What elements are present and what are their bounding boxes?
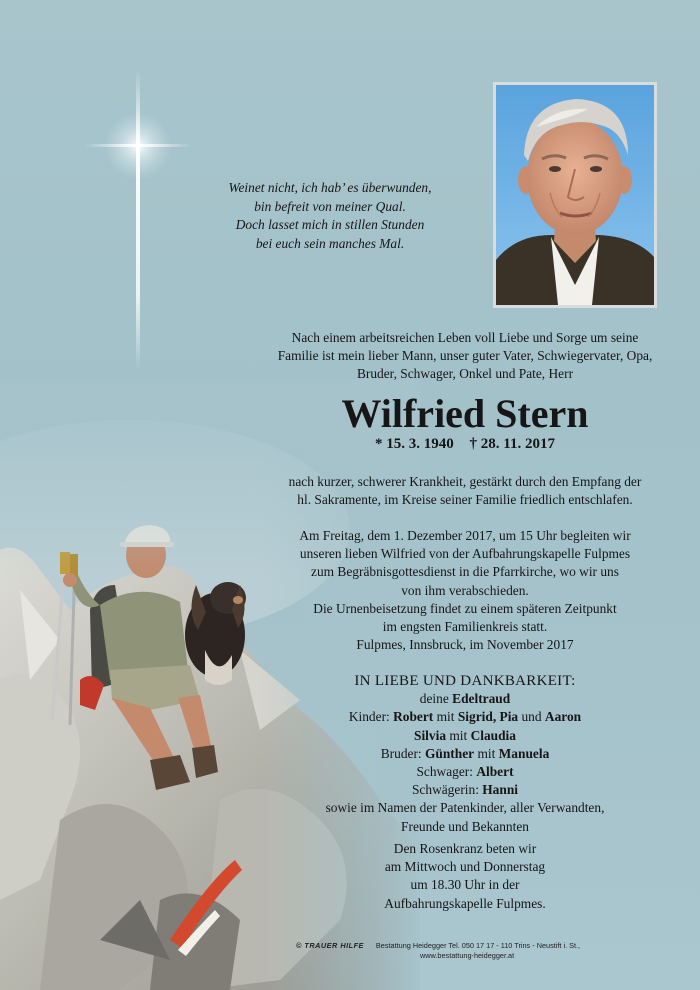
rosary-line: am Mittwoch und Donnerstag	[384, 859, 546, 875]
intro-line: Nach einem arbeitsreichen Leben voll Liebe und Sorge um seine	[291, 330, 639, 345]
rosary-line: Den Rosenkranz beten wir	[393, 841, 537, 856]
passing-line: hl. Sakramente, im Kreise seiner Familie friedlich entschlafen.	[297, 492, 633, 508]
poem-line: Doch lasset mich in stillen Stunden	[235, 217, 425, 232]
rosary-line: Aufbahrungskapelle Fulpmes.	[384, 895, 546, 911]
family-wife: deine Edeltraud	[419, 691, 511, 707]
family-brother: Bruder: Günther mit Manuela	[380, 745, 550, 761]
rosary-line: um 18.30 Uhr in der	[410, 877, 520, 893]
trauer-hilfe-logo: © TRAUER HILFE	[296, 941, 364, 950]
passing-line: nach kurzer, schwerer Krankheit, gestärkt durch den Empfang der	[288, 474, 642, 489]
poem-line: bin befreit von meiner Qual.	[254, 198, 406, 214]
intro-text	[250, 329, 680, 384]
footer	[296, 941, 696, 961]
funeral-line: unseren lieben Wilfried von der Aufbahrungskapelle Fulpmes	[299, 546, 631, 562]
family-heading: IN LIEBE UND DANKBARKEIT:	[354, 673, 576, 689]
footer-website[interactable]: www.bestattung-heidegger.at	[420, 951, 515, 960]
funeral-line: im engsten Familienkreis statt.	[382, 619, 548, 635]
funeral-line: Die Urnenbeisetzung findet zu einem späteren Zeitpunkt	[313, 600, 617, 616]
funeral-line: Am Freitag, dem 1. Dezember 2017, um 15 Uhr begleiten wir	[299, 528, 631, 543]
intro-line: Familie ist mein lieber Mann, unser guter Vater, Schwiegervater, Opa,	[277, 348, 653, 364]
intro-line: Bruder, Schwager, Onkel und Pate, Herr	[356, 366, 574, 382]
funeral-text	[250, 527, 680, 636]
footer-row	[296, 941, 696, 951]
deceased-name: Wilfried Stern	[341, 391, 589, 436]
place-date	[250, 636, 680, 654]
portrait-image	[496, 85, 654, 305]
family-children-2: Silvia mit Claudia	[414, 727, 516, 743]
family-brother-in-law: Schwager: Albert	[416, 764, 514, 780]
family-others-line: sowie im Namen der Patenkinder, aller Verwandten,	[325, 800, 605, 816]
birth-date: * 15. 3. 1940	[375, 436, 454, 452]
poem	[190, 179, 470, 253]
cross-icon	[80, 70, 200, 370]
funeral-line: zum Begräbnisgottesdienst in die Pfarrkirche, wo wir uns	[311, 564, 619, 580]
portrait-photo	[493, 82, 657, 308]
family-children: Kinder: Robert mit Sigrid, Pia und Aaron	[348, 709, 582, 725]
poem-line: bei euch sein manches Mal.	[255, 235, 405, 251]
death-date: † 28. 11. 2017	[469, 436, 555, 452]
passing-text	[250, 473, 680, 509]
footer-contact: Bestattung Heidegger Tel. 050 17 17 - 110 Trins - Neustift i. St.,	[375, 941, 581, 950]
family-sister-in-law: Schwägerin: Hanni	[411, 782, 518, 798]
place-date-line: Fulpmes, Innsbruck, im November 2017	[356, 637, 574, 652]
family-list	[250, 672, 680, 836]
poem-line: Weinet nicht, ich hab’ es überwunden,	[228, 180, 432, 195]
life-dates	[250, 436, 680, 453]
family-others-line: Freunde und Bekannten	[401, 818, 529, 834]
funeral-line: von ihm verabschieden.	[401, 582, 529, 598]
rosary-text	[250, 840, 680, 913]
